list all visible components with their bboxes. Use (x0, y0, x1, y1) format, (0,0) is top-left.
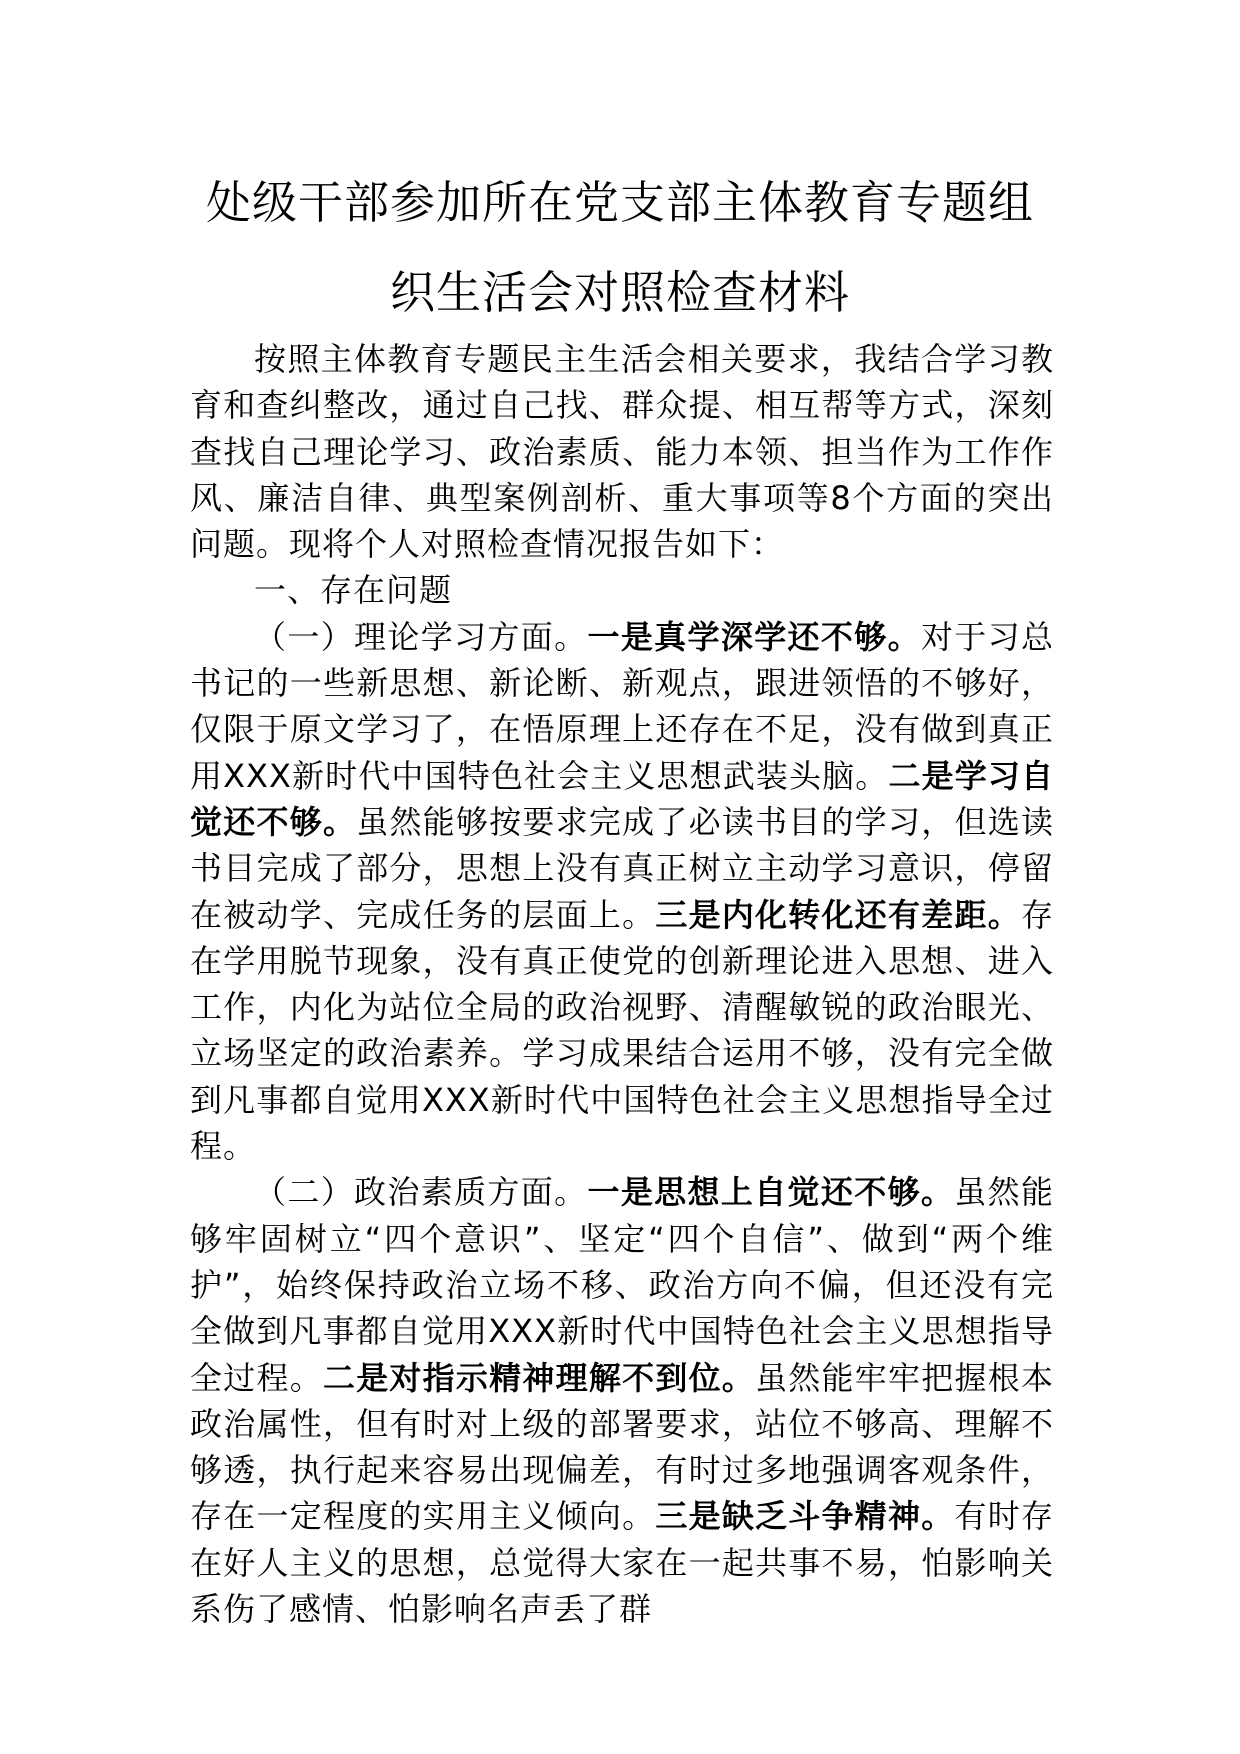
text-run: 一、存在问题 (254, 571, 453, 610)
bold-point: 三是内化转化还有差距。 (655, 895, 1021, 934)
section-heading (190, 567, 1054, 613)
bold-point: 二是对指示精神理解不到位。 (322, 1358, 756, 1397)
text-run: （一）理论学习方面。 (254, 617, 588, 656)
bold-point: 一是思想上自觉还不够。 (587, 1173, 955, 1212)
text-run: 有时存在好人主义的思想，总觉得大家在一起共事不易，怕影响关系伤了感情、怕影响名声丢了群 (190, 1497, 1054, 1629)
text-run: 存在学用脱节现象，没有真正使党的创新理论进入思想、进入工作，内化为站位全局的政治视野、清醒敏锐的政治眼光、立场坚定的政治素养。学习成果结合运用不够，没有完全做到凡事都自觉用XXX新时代中国特色社会主义思想指导全过程。 (190, 895, 1054, 1166)
paragraph-theory-study (190, 614, 1054, 1170)
bold-point: 一是真学深学还不够。 (587, 617, 921, 656)
paragraph-intro (190, 336, 1054, 567)
document-title-line-2: 织生活会对照检查材料 (389, 266, 850, 319)
text-run: 虽然能够牢固树立“四个意识”、坚定“四个自信”、做到“两个维护”，始终保持政治立场不移、政治方向不偏，但还没有完全做到凡事都自觉用XXX新时代中国特色社会主义思想指导全过程。 (190, 1173, 1054, 1397)
bold-point: 二是学习自觉还不够。 (190, 756, 1054, 841)
text-run: （二）政治素质方面。 (254, 1173, 588, 1212)
paragraph-political-quality (190, 1169, 1054, 1632)
document-title-line-1: 处级干部参加所在党支部主体教育专题组 (205, 176, 1034, 229)
document-body (190, 336, 1054, 1632)
text-run: 虽然能牢牢把握根本政治属性，但有时对上级的部署要求，站位不够高、理解不够透，执行起来容易出现偏差，有时过多地强调客观条件，存在一定程度的实用主义倾向。 (190, 1358, 1054, 1536)
text-run: 虽然能够按要求完成了必读书目的学习，但选读书目完成了部分，思想上没有真正树立主动学习意识，停留在被动学、完成任务的层面上。 (190, 802, 1054, 934)
text-run: 对于习总书记的一些新思想、新论断、新观点，跟进领悟的不够好，仅限于原文学习了，在悟原理上还存在不足，没有做到真正用XXX新时代中国特色社会主义思想武装头脑。 (190, 617, 1054, 795)
text-run: 按照主体教育专题民主生活会相关要求，我结合学习教育和查纠整改，通过自己找、群众提、相互帮等方式，深刻查找自己理论学习、政治素质、能力本领、担当作为工作作风、廉洁自律、典型案例剖析、重大事项等8个方面的突出问题。现将个人对照检查情况报告如下： (190, 340, 1054, 564)
bold-point: 三是缺乏斗争精神。 (655, 1497, 955, 1536)
